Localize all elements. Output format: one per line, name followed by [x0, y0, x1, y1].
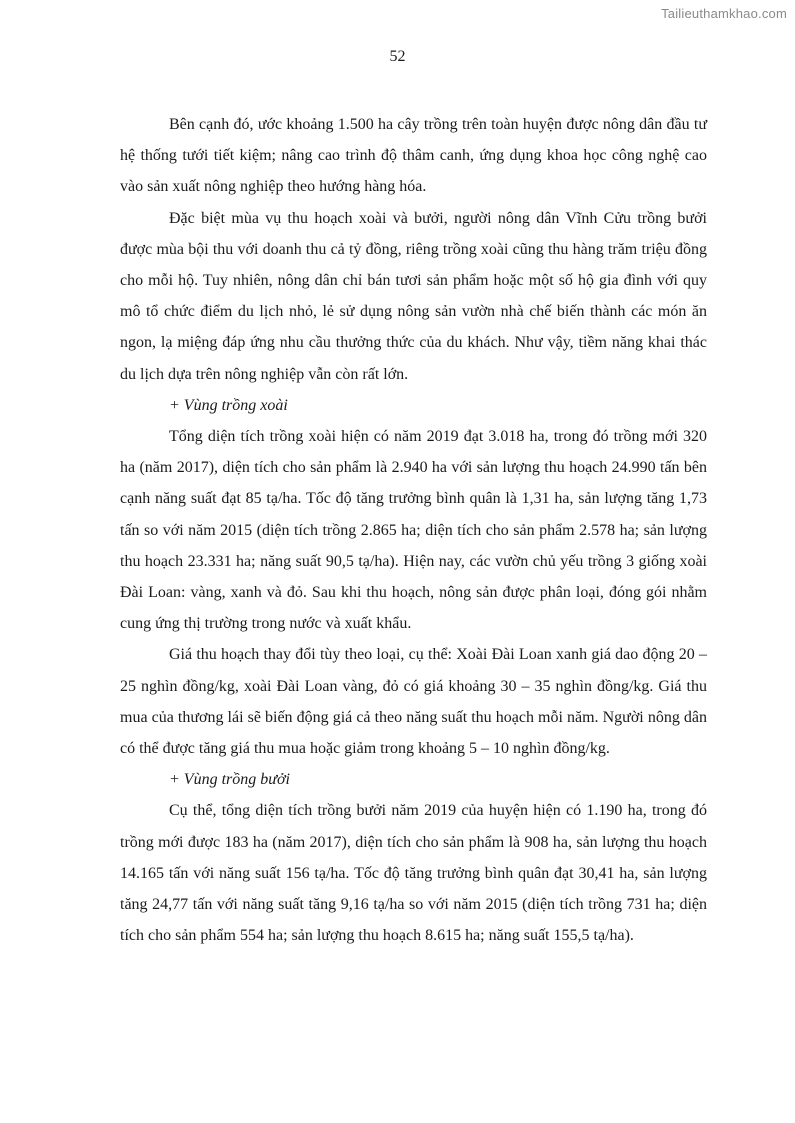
- paragraph: Tổng diện tích trồng xoài hiện có năm 2019 đạt 3.018 ha, trong đó trồng mới 320 ha (năm 2017), diện tích cho sản phẩm là 2.940 ha với sản lượng thu hoạch 24.990 tấn bên cạnh năng suất đạt 85 tạ/ha. Tốc độ tăng trưởng bình quân là 1,31 ha, sản lượng tăng 1,73 tấn so với năm 2015 (diện tích trồng 2.865 ha; diện tích cho sản phẩm 2.578 ha; sản lượng thu hoạch 23.331 ha; năng suất 90,5 tạ/ha). Hiện nay, các vườn chủ yếu trồng 3 giống xoài Đài Loan: vàng, xanh và đỏ. Sau khi thu hoạch, nông sản được phân loại, đóng gói nhằm cung ứng thị trường trong nước và xuất khẩu.: [120, 428, 707, 633]
- paragraph: Giá thu hoạch thay đổi tùy theo loại, cụ thể: Xoài Đài Loan xanh giá dao động 20 – 25 nghìn đồng/kg, xoài Đài Loan vàng, đỏ có giá khoảng 30 – 35 nghìn đồng/kg. Giá thu mua của thương lái sẽ biến động giá cả theo năng suất thu hoạch mỗi năm. Người nông dân có thể được tăng giá thu mua hoặc giảm trong khoảng 5 – 10 nghìn đồng/kg.: [120, 646, 707, 758]
- paragraph: Bên cạnh đó, ước khoảng 1.500 ha cây trồng trên toàn huyện được nông dân đầu tư hệ thống tưới tiết kiệm; nâng cao trình độ thâm canh, ứng dụng khoa học công nghệ cao vào sản xuất nông nghiệp theo hướng hàng hóa.: [120, 116, 707, 196]
- page-body: [120, 109, 707, 951]
- section-heading-mango: + Vùng trồng xoài: [169, 396, 288, 414]
- section-heading-pomelo: + Vùng trồng bưởi: [169, 771, 290, 789]
- paragraph: Đặc biệt mùa vụ thu hoạch xoài và bưởi, người nông dân Vĩnh Cửu trồng bưởi được mùa bội thu với doanh thu cả tỷ đồng, riêng trồng xoài cũng thu hàng trăm triệu đồng cho mỗi hộ. Tuy nhiên, nông dân chỉ bán tươi sản phẩm hoặc một số hộ gia đình với quy mô tổ chức điểm du lịch nhỏ, lẻ sử dụng nông sản vườn nhà chế biến thành các món ăn ngon, lạ miệng đáp ứng nhu cầu thưởng thức của du khách. Như vậy, tiềm năng khai thác du lịch dựa trên nông nghiệp vẫn còn rất lớn.: [120, 209, 707, 383]
- paragraph: Cụ thể, tổng diện tích trồng bưởi năm 2019 của huyện hiện có 1.190 ha, trong đó trồng mới được 183 ha (năm 2017), diện tích cho sản phẩm là 908 ha, sản lượng thu hoạch 14.165 tấn với năng suất 156 tạ/ha. Tốc độ tăng trưởng bình quân đạt 30,41 ha, sản lượng tăng 24,77 tấn với năng suất tăng 9,16 tạ/ha so với năm 2015 (diện tích trồng 731 ha; diện tích cho sản phẩm 554 ha; sản lượng thu hoạch 8.615 ha; năng suất 155,5 tạ/ha).: [120, 802, 707, 945]
- watermark: Tailieuthamkhao.com: [661, 6, 787, 21]
- page-number: 52: [389, 48, 406, 65]
